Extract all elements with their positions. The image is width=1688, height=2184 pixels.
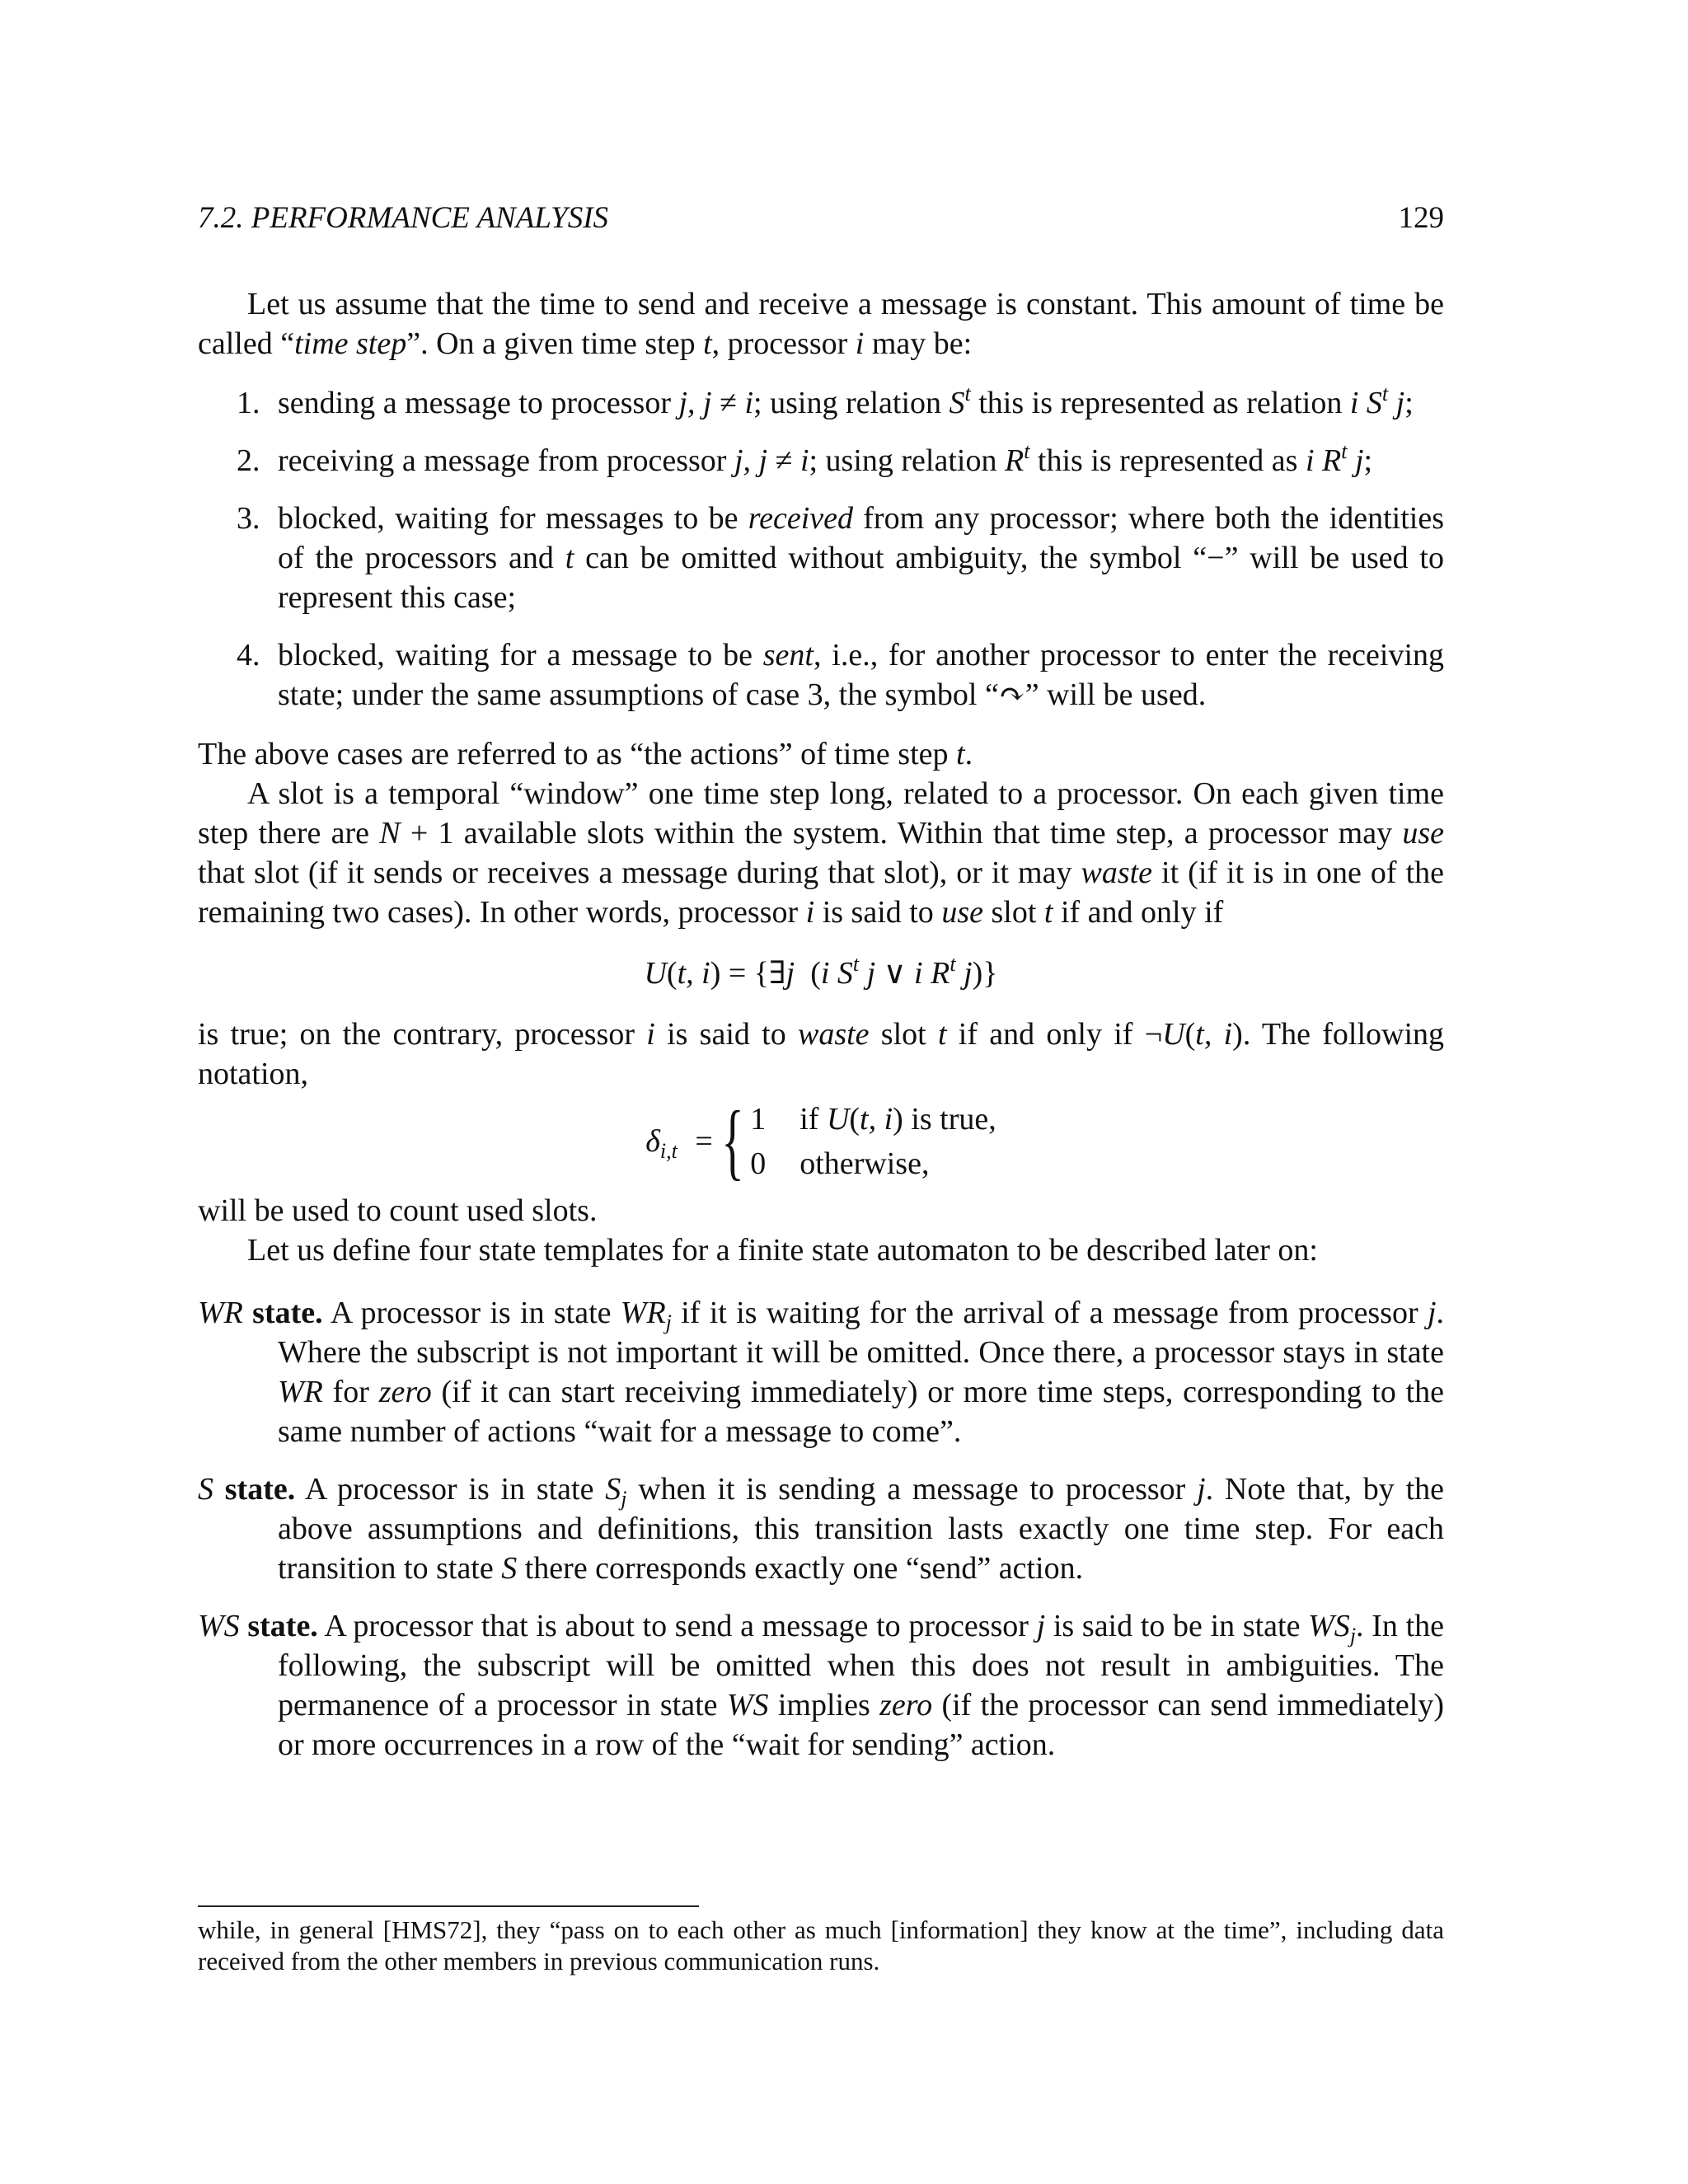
state-wr: WR state. A processor is in state $WR_j$ if it is waiting for the arrival of a message from processor j. Where the subscript is not important it will be omitted. Once there, a processor stays in state WR for zero (if it can start receiving immediately) or more time steps, corresponding to the same number of actions “wait for a message to come”. (198, 1296, 1445, 1449)
list-item: 2. receiving a message from processor j, j ≠ i; using relation $R^t$ this is represented as i $R^t$ j; (237, 439, 1373, 478)
page-number: 129 (1398, 201, 1444, 235)
left-brace: { (721, 1094, 744, 1188)
footnote: while, in general [HMS72], they “pass on to each other as much [information] they know at the time”, including data received from the other members in previous communication runs. (198, 1915, 1444, 1975)
intro-paragraph: Let us assume that the time to send and receive a message is constant. This amount of time be called “time step”. On a given time step t, processor i may be: (198, 287, 1444, 361)
running-header (198, 200, 1444, 237)
list-item: 1. sending a message to processor j, j ≠ i; using relation $S^t$ this is represented as relation i $S^t$ j; (237, 382, 1414, 420)
count-paragraph: will be used to count used slots. (198, 1193, 598, 1228)
section-title: 7.2. PERFORMANCE ANALYSIS (198, 201, 609, 235)
action-list (198, 383, 1444, 715)
define-paragraph: Let us define four state templates for a finite state automaton to be described later on: (247, 1233, 1318, 1268)
slot-paragraph: A slot is a temporal “window” one time step long, related to a processor. On each given time step there are N + 1 available slots within the system. Within that time step, a processor may use that slot (if it sends or receives a message during that slot), or it may waste it (if it is in one of the remaining two cases). In other words, processor i is said to use slot t if and only if (198, 776, 1444, 930)
delta-equation: $\delta_{i,t}$ = { 1 if U(t, i) is true, 0 otherwise, (645, 1094, 996, 1188)
body-text (198, 284, 1444, 1783)
state-ws: WS state. A processor that is about to send a message to processor j is said to be in state $WS_j$. In the following, the subscript will be omitted when this does not result in ambiguities. The permanence of a processor in state WS implies zero (if the processor can send immediately) or more occurrences in a row of the “wait for sending” action. (198, 1609, 1444, 1762)
state-s: S state. A processor is in state $S_j$ when it is sending a message to processor j. Note that, by the above assumptions and definitions, this transition lasts exactly one time step. For each transition to state S there corresponds exactly one “send” action. (198, 1472, 1444, 1586)
state-definitions (198, 1293, 1444, 1765)
actions-paragraph: The above cases are referred to as “the actions” of time step t. (198, 737, 973, 771)
waste-paragraph: is true; on the contrary, processor i is said to waste slot t if and only if ¬U(t, i). The following notation, (198, 1017, 1445, 1091)
footnote-rule (198, 1905, 699, 1907)
list-item: 4. blocked, waiting for a message to be sent, i.e., for another processor to enter the receiving state; under the same assumptions of case 3, the symbol “↷” will be used. (237, 638, 1444, 712)
list-item: 3. blocked, waiting for messages to be received from any processor; where both the identities of the processors and t can be omitted without ambiguity, the symbol “−” will be used to represent this case; (237, 501, 1444, 615)
use-equation: U(t, i) = {∃j (i $S^t$ j ∨ i $R^t$ j)} (644, 952, 998, 991)
